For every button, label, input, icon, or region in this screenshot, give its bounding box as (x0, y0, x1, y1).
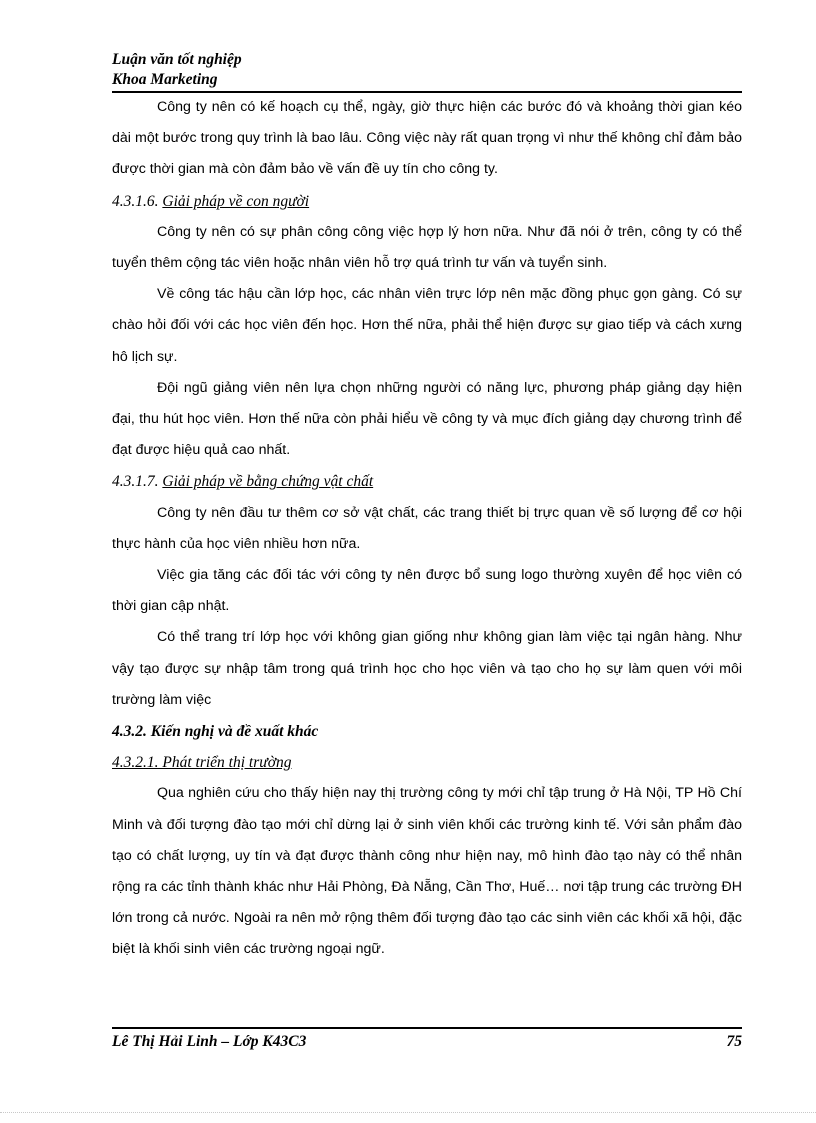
paragraph: Có thể trang trí lớp học với không gian giống như không gian làm việc tại ngân hàng. Như vậy tạo được sự nhập tâm trong quá trình học cho học viên và tạo cho họ sự làm quen với môi trường làm việc (112, 629, 742, 708)
section-title: 4.3.2.1. Phát triển thị trường (112, 754, 292, 772)
footer-divider (112, 1027, 742, 1029)
page-header (112, 50, 742, 90)
section-heading-4-3-2: 4.3.2. Kiến nghị và đề xuất khác (112, 723, 319, 741)
paragraph: Công ty nên đầu tư thêm cơ sở vật chất, các trang thiết bị trực quan về số lượng để cơ hội thực hành của học viên nhiều hơn nữa. (112, 504, 742, 552)
paragraph: Đội ngũ giảng viên nên lựa chọn những người có năng lực, phương pháp giảng dạy hiện đại, thu hút học viên. Hơn thế nữa còn phải hiểu về công ty và mục đích giảng dạy chương trình để đạt được hiệu quả cao nhất. (112, 379, 742, 459)
page-boundary (0, 1112, 816, 1113)
section-heading-4-3-2-1 (112, 747, 742, 778)
paragraph: Qua nghiên cứu cho thấy hiện nay thị trường công ty mới chỉ tập trung ở Hà Nội, TP Hồ Chí Minh và đối tượng đào tạo mới chỉ dừng lại ở sinh viên khối các trường kinh tế. Với sản phẩm đào tạo có chất lượng, uy tín và đạt được thành công như hiện nay, mô hình đào tạo này có thể nhân rộng ra các tỉnh thành khác như Hải Phòng, Đà Nẵng, Cần Thơ, Huế… nơi tập trung các trường ĐH lớn trong cả nước. Ngoài ra nên mở rộng thêm đối tượng đào tạo các sinh viên các khối xã hội, đặc biệt là khối sinh viên các trường ngoại ngữ. (112, 785, 742, 958)
header-faculty: Khoa Marketing (112, 71, 218, 88)
paragraph: Về công tác hậu cần lớp học, các nhân viên trực lớp nên mặc đồng phục gọn gàng. Có sự chào hỏi đối với các học viên đến học. Hơn thế nữa, phải thể hiện được sự giao tiếp và cách xưng hô lịch sự. (112, 286, 742, 365)
section-title: Giải pháp về con người (162, 192, 310, 210)
paragraph: Công ty nên có kế hoạch cụ thể, ngày, giờ thực hiện các bước đó và khoảng thời gian kéo dài một bước trong quy trình là bao lâu. Công việc này rất quan trọng vì như thế không chỉ đảm bảo được thời gian mà còn đảm bảo về vấn đề uy tín cho công ty. (112, 99, 742, 178)
page-body (112, 92, 742, 966)
page-number: 75 (726, 1033, 742, 1050)
section-heading-4-3-1-6 (112, 186, 742, 217)
section-number: 4.3.1.6. (112, 192, 163, 210)
header-thesis-title: Luận văn tốt nghiệp (112, 51, 242, 68)
paragraph: Việc gia tăng các đối tác với công ty nên được bổ sung logo thường xuyên để học viên có thời gian cập nhật. (112, 567, 742, 615)
section-heading-4-3-1-7 (112, 466, 742, 497)
page-footer (112, 1033, 742, 1051)
section-number: 4.3.1.7. (112, 473, 163, 491)
paragraph: Công ty nên có sự phân công công việc hợp lý hơn nữa. Như đã nói ở trên, công ty có thể tuyển thêm cộng tác viên hoặc nhân viên hỗ trợ quá trình tư vấn và tuyển sinh. (112, 223, 742, 272)
footer-author: Lê Thị Hải Linh – Lớp K43C3 (112, 1033, 307, 1050)
section-title: Giải pháp về bằng chứng vật chất (162, 473, 374, 491)
